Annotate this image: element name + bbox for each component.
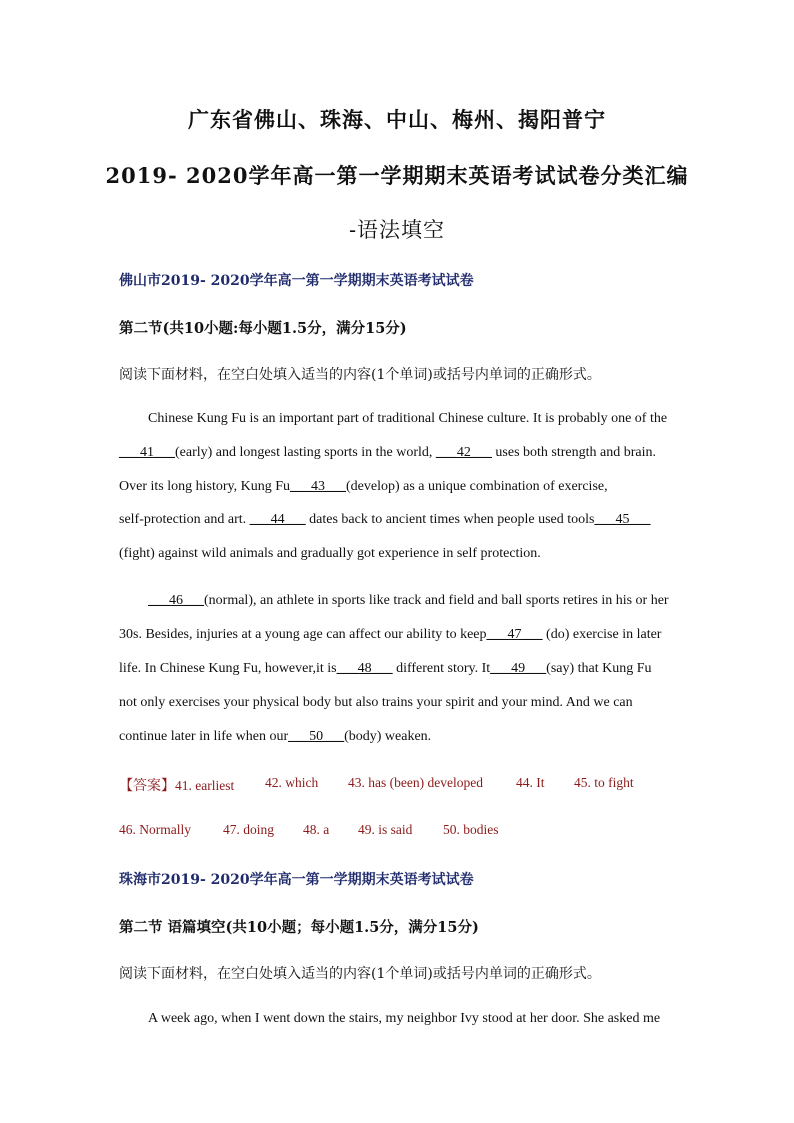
answer-45: 45. to fight xyxy=(574,775,634,790)
passage-line xyxy=(119,661,679,677)
text: (say) that Kung Fu xyxy=(546,661,652,676)
zhuhai-section-title: 第二节 语篇填空(共10小题；每小题1.5分，满分15分) xyxy=(119,919,479,936)
answer-42: 42. which xyxy=(265,775,319,790)
document-title-line-3: -语法填空 xyxy=(348,218,446,242)
foshan-heading: 佛山市2019- 2020学年高一第一学期期末英语考试试卷 xyxy=(119,273,474,289)
passage-line: Chinese Kung Fu is an important part of traditional Chinese culture. It is probably one of the xyxy=(148,411,668,426)
foshan-instruction: 阅读下面材料，在空白处填入适当的内容(1个单词)或括号内单词的正确形式。 xyxy=(119,367,601,383)
blank-47: ___47___ xyxy=(486,627,543,642)
passage-line: (fight) against wild animals and gradually got experience in self protection. xyxy=(119,546,541,561)
answer-50: 50. bodies xyxy=(443,822,499,837)
passage-line xyxy=(119,445,679,461)
answer-46: 46. Normally xyxy=(119,822,191,837)
passage-line xyxy=(119,479,679,495)
blank-44: ___44___ xyxy=(249,512,306,527)
blank-42: ___42___ xyxy=(435,445,492,460)
blank-45: ___45___ xyxy=(594,512,651,527)
text: 30s. Besides, injuries at a young age can affect our ability to keep xyxy=(119,627,487,642)
blank-49: ___49___ xyxy=(490,661,547,676)
answer-43: 43. has (been) developed xyxy=(348,775,483,790)
text: (normal), an athlete in sports like track and field and ball sports retires in his or her xyxy=(204,593,669,608)
passage-line: not only exercises your physical body but also trains your spirit and your mind. And we can xyxy=(119,695,633,710)
passage-line xyxy=(119,627,679,643)
text: continue later in life when our xyxy=(119,729,289,744)
answer-41: 41. earliest xyxy=(175,778,235,793)
answer-row-1-label-and-41 xyxy=(119,775,234,795)
answer-47: 47. doing xyxy=(223,822,275,837)
passage-line xyxy=(148,593,708,609)
blank-50: ___50___ xyxy=(288,729,345,744)
blank-41: ___41___ xyxy=(119,445,175,460)
zhuhai-passage-line: A week ago, when I went down the stairs, my neighbor Ivy stood at her door. She asked me xyxy=(148,1011,661,1026)
text: self-protection and art. xyxy=(119,512,250,527)
zhuhai-instruction: 阅读下面材料，在空白处填入适当的内容(1个单词)或括号内单词的正确形式。 xyxy=(119,966,601,982)
blank-43: ___43___ xyxy=(289,479,346,494)
foshan-section-title: 第二节(共10小题:每小题1.5分，满分15分) xyxy=(119,320,407,337)
text: (early) and longest lasting sports in the world, xyxy=(175,445,436,460)
text: uses both strength and brain. xyxy=(491,445,656,460)
text: (develop) as a unique combination of exercise, xyxy=(345,479,608,494)
document-title-line-2: 2019- 2020学年高一第一学期期末英语考试试卷分类汇编 xyxy=(105,163,689,188)
text: dates back to ancient times when people used tools xyxy=(305,512,595,527)
answer-44: 44. It xyxy=(516,775,545,790)
zhuhai-heading: 珠海市2019- 2020学年高一第一学期期末英语考试试卷 xyxy=(119,872,474,888)
passage-line xyxy=(119,729,679,745)
answer-label: 【答案】 xyxy=(119,778,175,794)
text: Over its long history, Kung Fu xyxy=(119,479,290,494)
text: life. In Chinese Kung Fu, however,it is xyxy=(119,661,337,676)
text: different story. It xyxy=(392,661,491,676)
text: (do) exercise in later xyxy=(542,627,662,642)
answer-48: 48. a xyxy=(303,822,330,837)
passage-line xyxy=(119,512,679,528)
blank-48: ___48___ xyxy=(336,661,393,676)
text: (body) weaken. xyxy=(344,729,432,744)
blank-46: ___46___ xyxy=(148,593,204,608)
document-title-line-1: 广东省佛山、珠海、中山、梅州、揭阳普宁 xyxy=(188,107,606,132)
answer-49: 49. is said xyxy=(358,822,413,837)
